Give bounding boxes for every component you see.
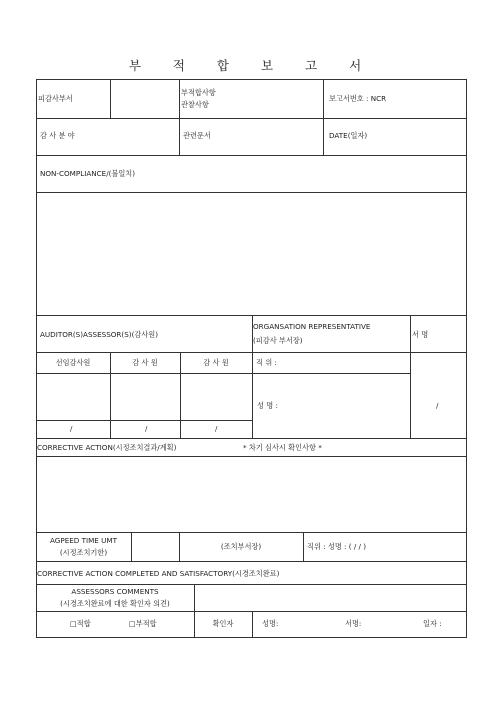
nonconform-checkbox[interactable]: □부적합 <box>129 619 157 628</box>
conform-checkbox[interactable]: □적합 <box>70 619 91 628</box>
noncompliance-label: NON-COMPLIANCE/(불일치) <box>40 169 136 178</box>
signature-slash: / <box>436 401 439 410</box>
assessors-comments-label: ASSESSORS COMMENTS <box>71 587 159 596</box>
date-slash-3: / <box>215 424 218 433</box>
position-label: 직 위 : <box>256 358 277 367</box>
date-slash-2: / <box>145 424 148 433</box>
agreed-time-label: AGPEED TIME UMT <box>50 536 117 545</box>
name-label: 성 명 : <box>257 401 278 410</box>
observation-label: 관찰사항 <box>181 100 209 109</box>
org-rep-label: ORGANSATION REPRESENTATIVE <box>253 322 371 331</box>
verifier-date-label: 일자 : <box>423 619 442 628</box>
auditor-2-label: 감 사 원 <box>132 358 158 367</box>
lead-auditor-label: 선임감사원 <box>55 358 91 367</box>
org-rep-sub-label: (피감사 부서장) <box>253 336 303 345</box>
verifier-sign-label: 서명: <box>345 619 362 628</box>
nc-item-label: 부적합사항 <box>181 88 216 97</box>
verifier-label: 확인자 <box>212 619 234 628</box>
next-audit-label: * 차기 심사시 확인사항 * <box>243 443 322 452</box>
related-doc-label: 관련문서 <box>183 131 211 140</box>
report-no-label: 보고서번호 : NCR <box>329 94 387 103</box>
date-slash-1: / <box>70 424 73 433</box>
position-name-date-label: 직위 : 성명 : ( / / ) <box>307 542 367 551</box>
signature-label: 서 명 <box>412 330 429 339</box>
auditee-dept-label: 피감사부서 <box>38 94 73 103</box>
action-dept-head-label: (조치부서장) <box>220 542 262 551</box>
date-label: DATE(일자) <box>329 131 368 140</box>
agreed-time-sub-label: (시정조치기한) <box>59 548 108 557</box>
auditor-3-label: 감 사 원 <box>203 358 229 367</box>
auditor-header: AUDITOR(S)ASSESSOR(S)(감사원) <box>40 330 159 339</box>
verifier-name-label: 성명: <box>262 619 279 628</box>
completed-label: CORRECTIVE ACTION COMPLETED AND SATISFACTORY(시경조치완료) <box>37 569 280 578</box>
assessors-comments-sub-label: (시경조치완료에 대한 확인자 의견) <box>60 599 170 608</box>
corrective-action-label: CORRECTIVE ACTION(시정조치결과/계획) <box>37 443 177 452</box>
audit-area-label: 감 사 분 야 <box>40 131 75 140</box>
page-title: 부 적 합 보 고 서 <box>128 58 376 73</box>
